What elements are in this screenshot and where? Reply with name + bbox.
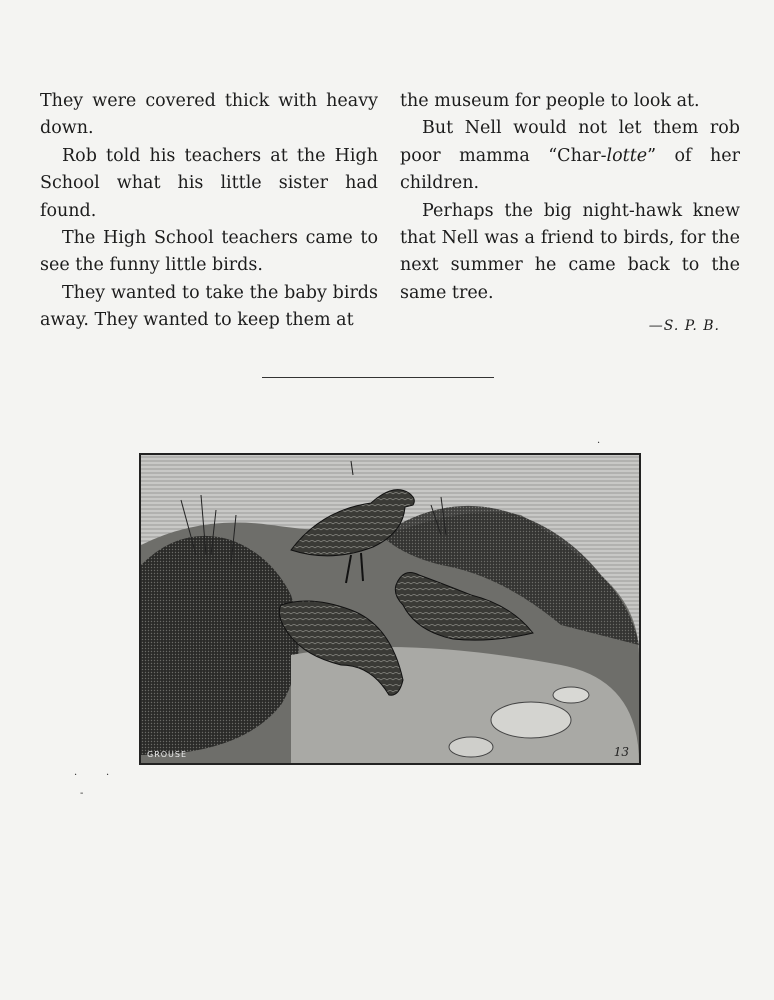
paragraph-continuation: They were covered thick with heavy down. [40,91,378,139]
ink-speck: · [106,770,110,781]
stone [449,737,493,757]
stone [553,687,589,703]
ink-speck: · [597,438,601,449]
stone [491,702,571,738]
italic-text: lotte [606,145,648,166]
paragraph-text: But Nell would not let them rob poor mamma “Char- [400,118,740,166]
ink-speck: - [80,788,84,799]
paragraph-text: ” of her children. [400,145,740,194]
engraver-credit: GROUSE [147,750,188,759]
right-text-column [400,88,740,341]
ink-speck: · [74,770,78,781]
paragraph: They wanted to take the baby birds away. They wanted to keep them at [40,282,378,331]
engraving-illustration [141,455,639,763]
paragraph: Rob told his teachers at the High School what his little sister had found. [40,145,378,221]
paragraph: The High School teachers came to see the funny little birds. [40,228,378,276]
paragraph: Perhaps the big night-hawk knew that Nell was a friend to birds, for the next summer he came back to the same tree. [400,200,740,303]
paragraph [400,115,740,197]
section-divider [262,377,494,378]
author-signature: —S. P. B. [648,318,720,335]
grouse-engraving [139,453,641,765]
left-text-column [40,88,378,335]
plate-number: 13 [613,745,629,759]
paragraph-continuation: the museum for people to look at. [400,91,700,111]
